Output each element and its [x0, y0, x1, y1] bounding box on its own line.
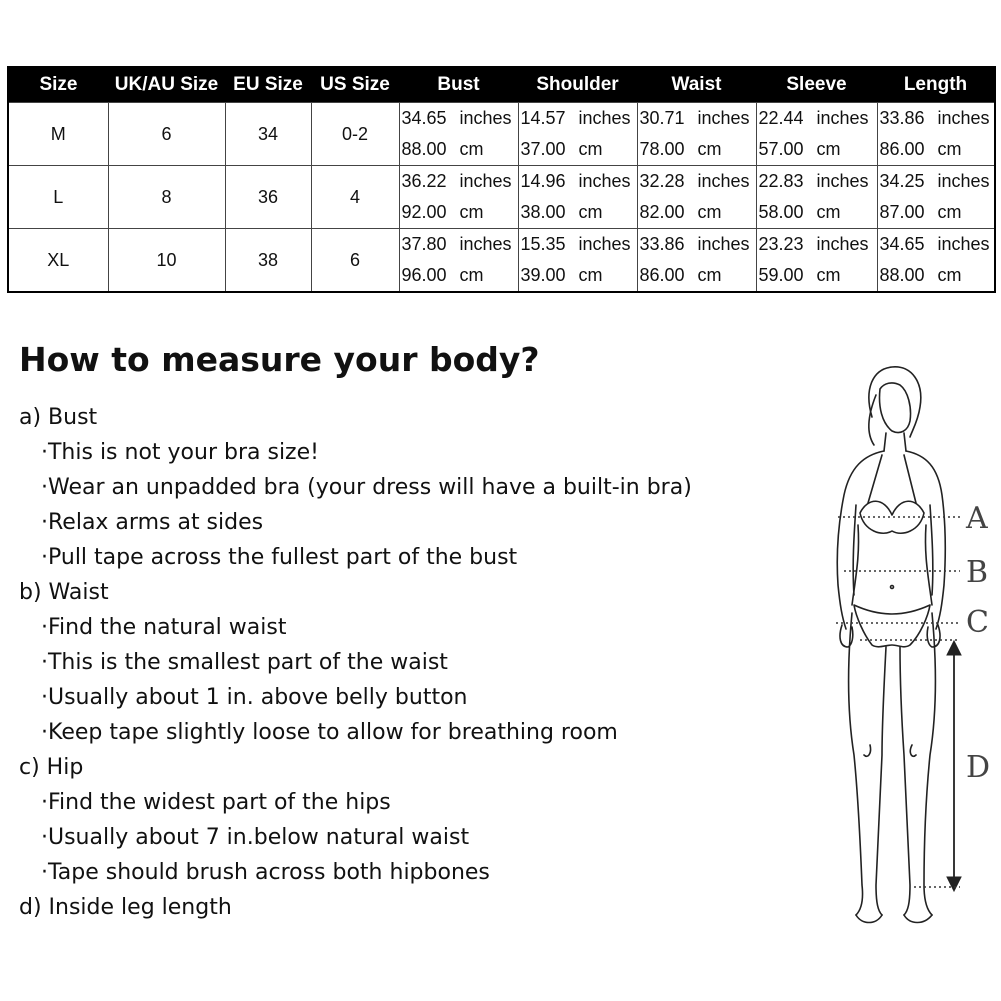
bust-cm-value: 92.00: [401, 202, 447, 222]
us-size-cell: 6: [311, 229, 399, 293]
header-eu-size: EU Size: [225, 67, 311, 103]
bust-tip: ·Pull tape across the fullest part of the bust: [41, 545, 518, 570]
shoulder-inches-value: 14.96: [520, 171, 566, 191]
hip-tip: ·Find the widest part of the hips: [41, 790, 391, 815]
header-waist: Waist: [637, 67, 756, 103]
sleeve-inches-value: 22.44: [758, 108, 804, 128]
bust-cm-value: 96.00: [401, 265, 447, 285]
waist-tip: ·Find the natural waist: [41, 615, 287, 640]
label-a: A: [966, 501, 988, 536]
length-cm-value: 87.00: [879, 202, 925, 222]
length-inches-value: 33.86: [879, 108, 925, 128]
sleeve-inches-value: 22.83: [758, 171, 804, 191]
waist-inches-value: 32.28: [639, 171, 685, 191]
cm-unit: cm: [697, 139, 722, 159]
length-inches-value: 34.65: [879, 234, 925, 254]
hip-tip: ·Tape should brush across both hipbones: [41, 860, 490, 885]
length-inches-value: 34.25: [879, 171, 925, 191]
inches-unit: inches: [816, 234, 869, 254]
header-size: Size: [8, 67, 108, 103]
size-cell: M: [8, 103, 108, 166]
header-uk-au-size: UK/AU Size: [108, 67, 225, 103]
cm-unit: cm: [937, 202, 962, 222]
header-shoulder: Shoulder: [518, 67, 637, 103]
length-cell: [877, 166, 995, 229]
length-cm-value: 88.00: [879, 265, 925, 285]
uk-au-size-cell: 8: [108, 166, 225, 229]
length-cm-value: 86.00: [879, 139, 925, 159]
sleeve-cm-value: 58.00: [758, 202, 804, 222]
waist-tip: ·Usually about 1 in. above belly button: [41, 685, 468, 710]
table-row: [8, 103, 995, 166]
shoulder-inches-value: 15.35: [520, 234, 566, 254]
bust-tip: ·Relax arms at sides: [41, 510, 264, 535]
body-measurement-figure: [820, 355, 1000, 935]
arrow-down-icon: [947, 877, 961, 891]
bust-inches-value: 34.65: [401, 108, 447, 128]
eu-size-cell: 38: [225, 229, 311, 293]
inches-unit: inches: [937, 108, 990, 128]
size-cell: XL: [8, 229, 108, 293]
eu-size-cell: 34: [225, 103, 311, 166]
us-size-cell: 0-2: [311, 103, 399, 166]
inches-unit: inches: [578, 108, 631, 128]
arrow-up-icon: [947, 641, 961, 655]
waist-tip: ·This is the smallest part of the waist: [41, 650, 448, 675]
inches-unit: inches: [459, 108, 512, 128]
header-bust: Bust: [399, 67, 518, 103]
bust-inches-value: 36.22: [401, 171, 447, 191]
header-us-size: US Size: [311, 67, 399, 103]
sleeve-cell: [756, 166, 877, 229]
waist-cm-value: 78.00: [639, 139, 685, 159]
inches-unit: inches: [697, 234, 750, 254]
uk-au-size-cell: 10: [108, 229, 225, 293]
cm-unit: cm: [578, 265, 603, 285]
bust-cm-value: 88.00: [401, 139, 447, 159]
sleeve-cell: [756, 103, 877, 166]
sleeve-cm-value: 57.00: [758, 139, 804, 159]
cm-unit: cm: [697, 265, 722, 285]
shoulder-cell: [518, 103, 637, 166]
shoulder-cell: [518, 166, 637, 229]
inches-unit: inches: [578, 234, 631, 254]
eu-size-cell: 36: [225, 166, 311, 229]
inches-unit: inches: [816, 171, 869, 191]
bust-cell: [399, 229, 518, 293]
shoulder-cm-value: 38.00: [520, 202, 566, 222]
section-waist-heading: b) Waist: [19, 580, 109, 605]
section-inside-leg-heading: d) Inside leg length: [19, 895, 232, 920]
cm-unit: cm: [816, 139, 841, 159]
waist-cell: [637, 229, 756, 293]
inches-unit: inches: [937, 171, 990, 191]
bust-tip: ·Wear an unpadded bra (your dress will have a built-in bra): [41, 475, 692, 500]
inches-unit: inches: [937, 234, 990, 254]
sleeve-cm-value: 59.00: [758, 265, 804, 285]
waist-cell: [637, 166, 756, 229]
cm-unit: cm: [578, 202, 603, 222]
measuring-guide: [19, 400, 799, 925]
bust-cell: [399, 103, 518, 166]
inches-unit: inches: [697, 108, 750, 128]
bust-tip: ·This is not your bra size!: [41, 440, 319, 465]
bust-inches-value: 37.80: [401, 234, 447, 254]
length-cell: [877, 103, 995, 166]
shoulder-cm-value: 39.00: [520, 265, 566, 285]
waist-tip: ·Keep tape slightly loose to allow for breathing room: [41, 720, 618, 745]
guide-title: How to measure your body?: [19, 340, 540, 379]
table-row: [8, 166, 995, 229]
shoulder-inches-value: 14.57: [520, 108, 566, 128]
label-c: C: [966, 605, 989, 640]
waist-cm-value: 82.00: [639, 202, 685, 222]
section-hip-heading: c) Hip: [19, 755, 84, 780]
inches-unit: inches: [459, 234, 512, 254]
cm-unit: cm: [459, 139, 484, 159]
waist-cm-value: 86.00: [639, 265, 685, 285]
header-length: Length: [877, 67, 995, 103]
cm-unit: cm: [578, 139, 603, 159]
cm-unit: cm: [459, 265, 484, 285]
cm-unit: cm: [459, 202, 484, 222]
inches-unit: inches: [697, 171, 750, 191]
uk-au-size-cell: 6: [108, 103, 225, 166]
inches-unit: inches: [578, 171, 631, 191]
label-d: D: [966, 750, 991, 785]
length-cell: [877, 229, 995, 293]
cm-unit: cm: [937, 265, 962, 285]
size-cell: L: [8, 166, 108, 229]
sleeve-cell: [756, 229, 877, 293]
cm-unit: cm: [697, 202, 722, 222]
section-bust-heading: a) Bust: [19, 405, 98, 430]
table-row: [8, 229, 995, 293]
bust-cell: [399, 166, 518, 229]
cm-unit: cm: [816, 265, 841, 285]
waist-inches-value: 30.71: [639, 108, 685, 128]
table-header-row: [8, 67, 995, 103]
size-chart-table: [7, 66, 996, 293]
cm-unit: cm: [816, 202, 841, 222]
header-sleeve: Sleeve: [756, 67, 877, 103]
measurement-lines: [820, 355, 1000, 935]
us-size-cell: 4: [311, 166, 399, 229]
shoulder-cm-value: 37.00: [520, 139, 566, 159]
waist-inches-value: 33.86: [639, 234, 685, 254]
label-b: B: [966, 555, 989, 590]
inches-unit: inches: [459, 171, 512, 191]
shoulder-cell: [518, 229, 637, 293]
sleeve-inches-value: 23.23: [758, 234, 804, 254]
hip-tip: ·Usually about 7 in.below natural waist: [41, 825, 470, 850]
waist-cell: [637, 103, 756, 166]
inches-unit: inches: [816, 108, 869, 128]
cm-unit: cm: [937, 139, 962, 159]
